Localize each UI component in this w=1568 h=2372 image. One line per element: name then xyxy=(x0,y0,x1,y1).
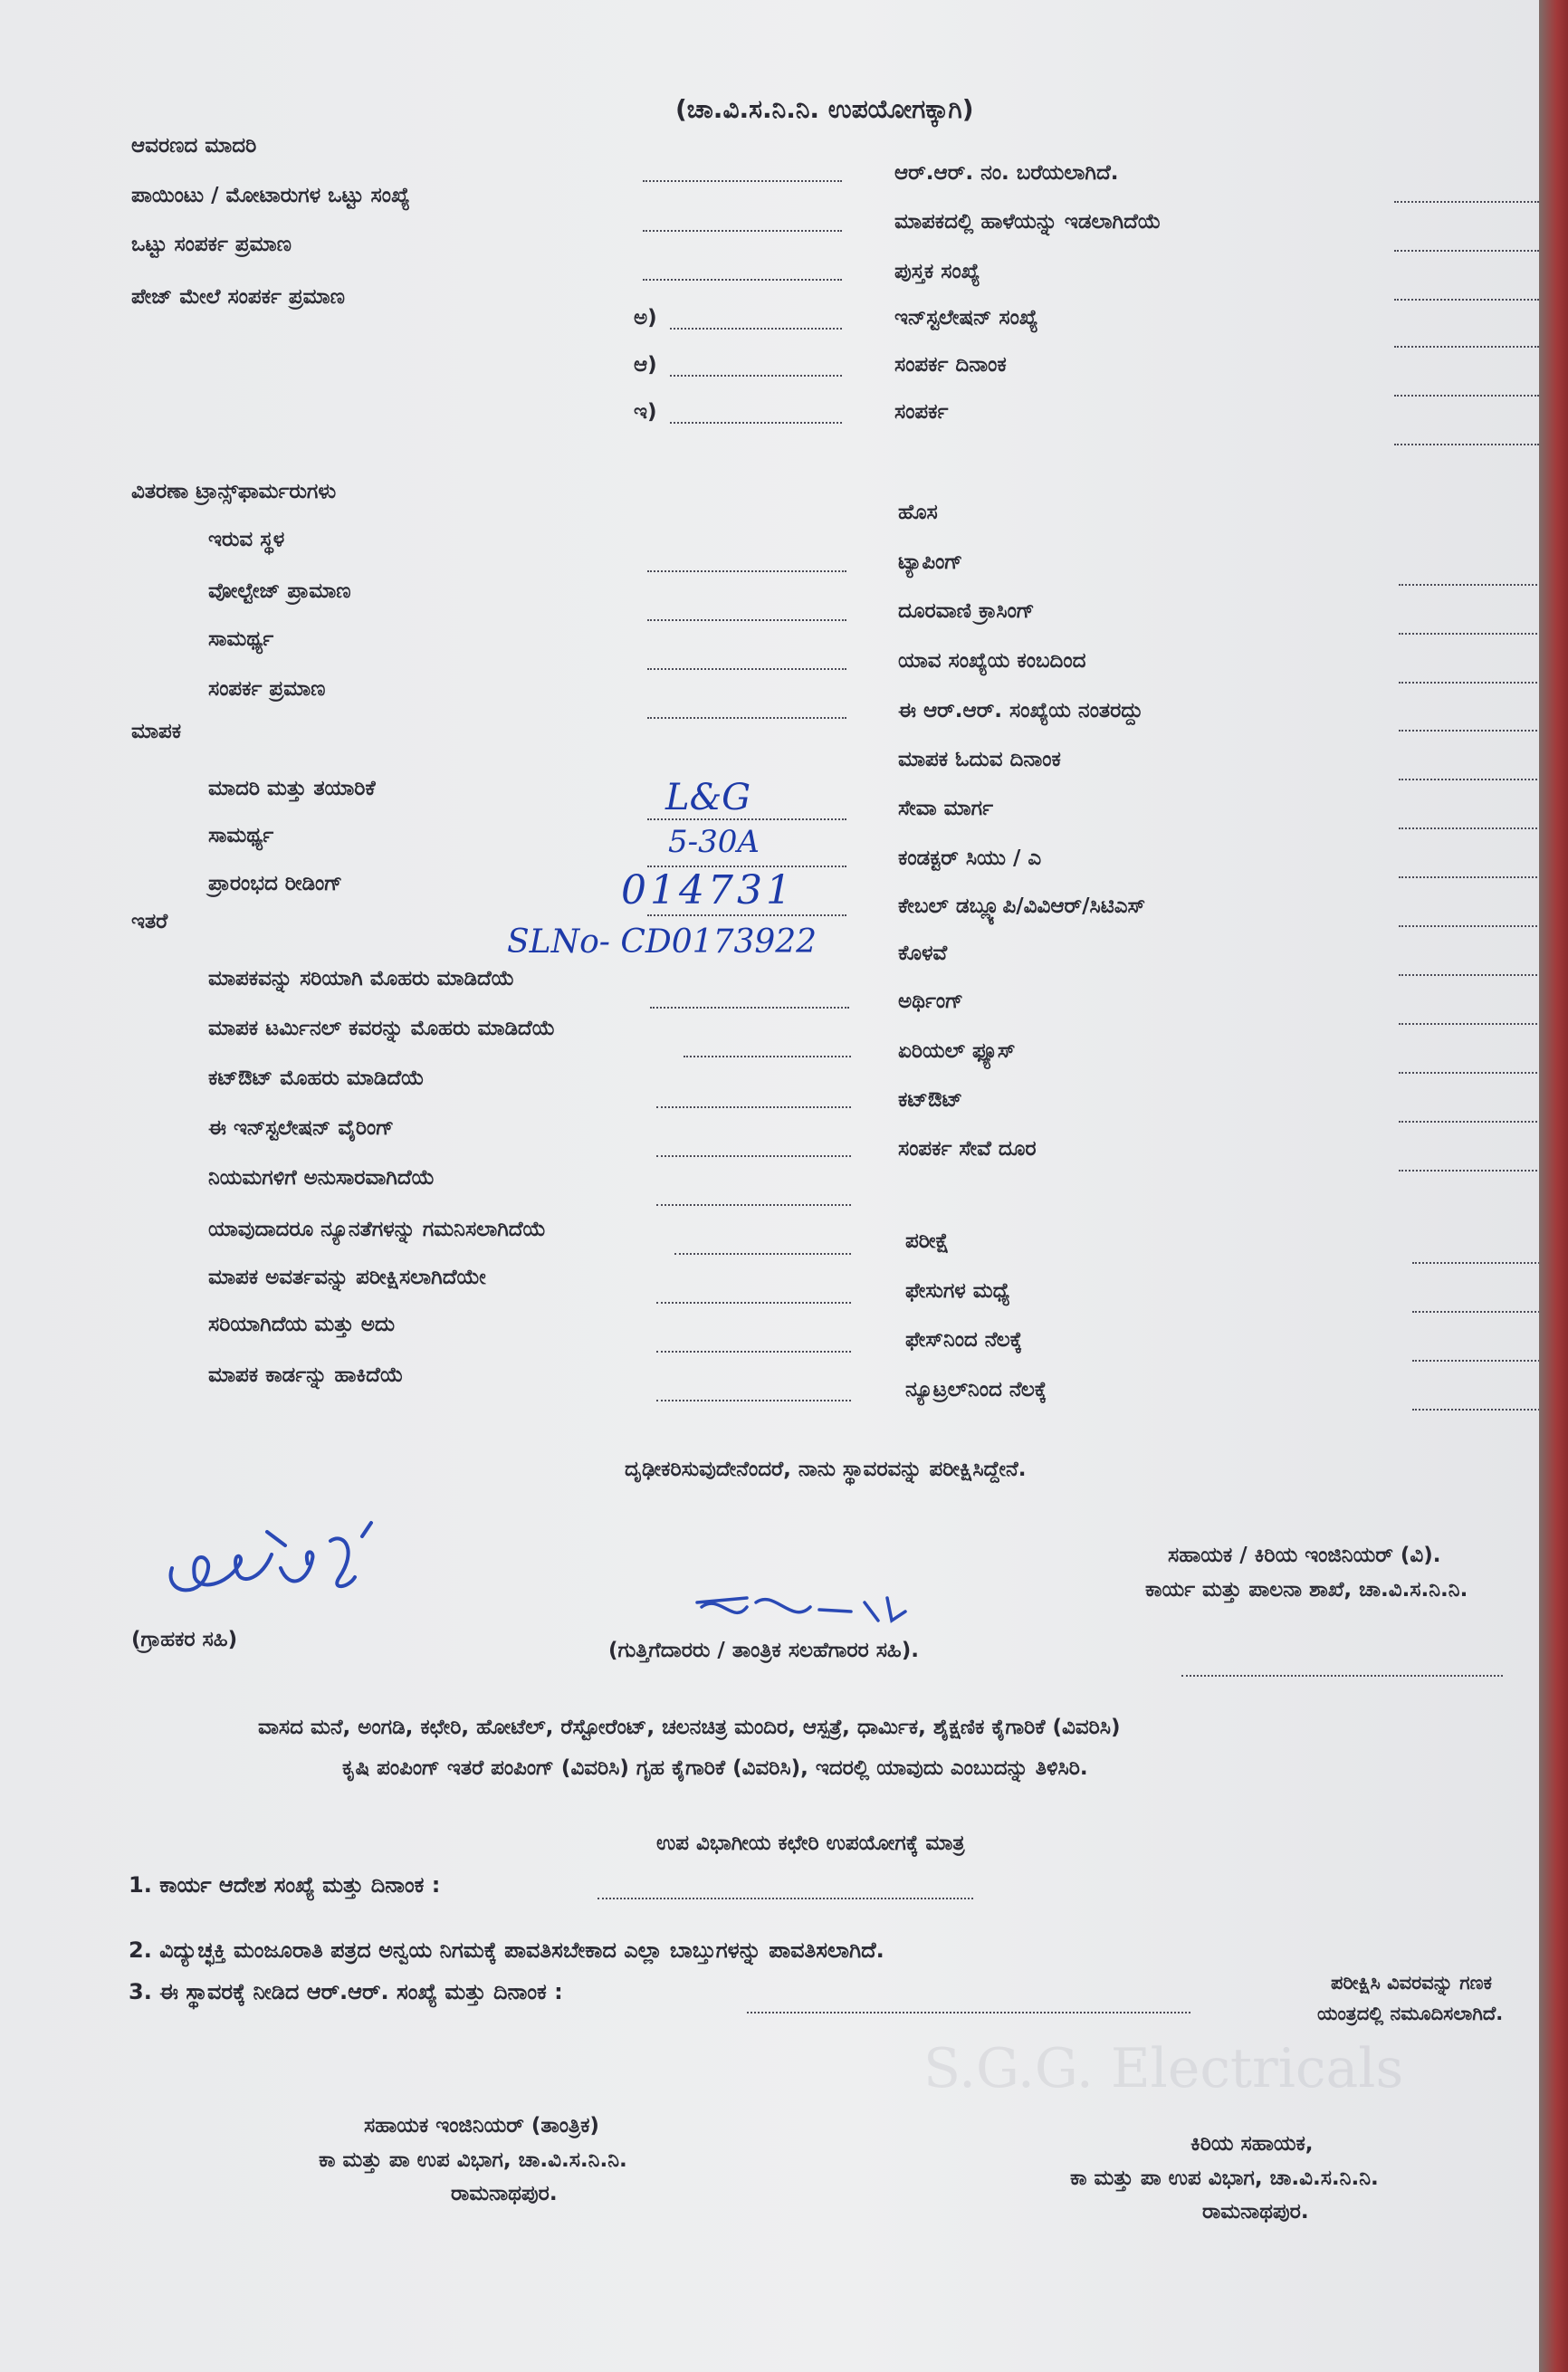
field-line[interactable] xyxy=(643,279,842,281)
numbered-item-1: 1. ಕಾರ್ಯ ಆದೇಶ ಸಂಖ್ಯೆ ಮತ್ತು ದಿನಾಂಕ : xyxy=(129,1872,441,1898)
right-note-1: ಪರೀಕ್ಷಿಸಿ ವಿವರವನ್ನು ಗಣಕ xyxy=(1331,1972,1492,1994)
field-line[interactable] xyxy=(656,1106,851,1108)
customer-signature-icon xyxy=(154,1514,389,1613)
watermark-stamp-icon: S.G.G. Electricals xyxy=(923,2037,1404,2100)
field-line[interactable] xyxy=(1399,779,1544,780)
right-mid-label-0: ಹೊಸ xyxy=(898,501,938,524)
abc-prefix-b: ಆ) xyxy=(634,353,657,377)
other-item-3: ಈ ಇನ್‌ಸ್ಟಲೇಷನ್ ವೈರಿಂಗ್ xyxy=(208,1116,395,1140)
right-mid-label-1: ಟ್ಯಾಪಿಂಗ್ xyxy=(898,550,963,574)
field-line[interactable] xyxy=(1399,633,1544,635)
sub-office-heading: ಉಪ ವಿಭಾಗೀಯ ಕಛೇರಿ ಉಪಯೋಗಕ್ಕೆ ಮಾತ್ರ xyxy=(656,1832,965,1855)
test-heading: ಪರೀಕ್ಷೆ xyxy=(905,1229,950,1253)
contractor-sign-caption: (ಗುತ್ತಿಗೆದಾರರು / ತಾಂತ್ರಿಕ ಸಲಹೆಗಾರರ ಸಹಿ). xyxy=(608,1639,919,1662)
field-line[interactable] xyxy=(1399,730,1544,732)
right-top-label-5: ಸಂಪರ್ಕ xyxy=(894,400,949,424)
field-line[interactable] xyxy=(1412,1262,1544,1264)
field-line[interactable] xyxy=(656,1400,851,1401)
field-line[interactable] xyxy=(1399,876,1544,878)
transformer-item-2: ಸಾಮರ್ಥ್ಯ xyxy=(208,627,274,651)
field-line[interactable] xyxy=(647,717,846,719)
other-item-1: ಮಾಪಕ ಟರ್ಮಿನಲ್ ಕವರನ್ನು ಮೊಹರು ಮಾಡಿದೆಯೆ xyxy=(208,1017,556,1040)
usage-para-line-1: ವಾಸದ ಮನೆ, ಅಂಗಡಿ, ಕಛೇರಿ, ಹೋಟೆಲ್, ರೆಸ್ಟೋರೆಂಟ್, ಚಲನಚಿತ್ರ ಮಂದಿರ, ಆಸ್ಪತ್ರೆ, ಧಾರ್ಮಿಕ, ಶೈಕ್ಷಣಿಕ ಕೈಗಾರಿಕೆ (ವಿವರಿಸಿ) xyxy=(258,1716,1121,1739)
field-line[interactable] xyxy=(1394,444,1539,445)
field-line[interactable] xyxy=(647,570,846,572)
right-mid-label-3: ಯಾವ ಸಂಖ್ಯೆಯ ಕಂಬದಿಂದ xyxy=(898,649,1086,673)
right-note-2: ಯಂತ್ರದಲ್ಲಿ ನಮೂದಿಸಲಾಗಿದೆ. xyxy=(1317,2003,1504,2024)
other-item-7: ಸರಿಯಾಗಿದೆಯ ಮತ್ತು ಅದು xyxy=(208,1313,396,1336)
right-mid-label-9: ಕೊಳವೆ xyxy=(898,942,948,965)
other-item-8: ಮಾಪಕ ಕಾರ್ಡನ್ನು ಹಾಕಿದೆಯೆ xyxy=(208,1363,404,1387)
abc-prefix-a: ಅ) xyxy=(634,306,657,330)
meter-item-2: ಪ್ರಾರಂಭದ ರೀಡಿಂಗ್ xyxy=(208,872,343,895)
field-line[interactable] xyxy=(684,1056,851,1057)
left-top-label-1: ಪಾಯಿಂಟು / ಮೋಟಾರುಗಳ ಒಟ್ಟು ಸಂಖ್ಯೆ xyxy=(131,184,410,207)
field-line[interactable] xyxy=(670,422,842,424)
other-item-0: ಮಾಪಕವನ್ನು ಸರಿಯಾಗಿ ಮೊಹರು ಮಾಡಿದೆಯೆ xyxy=(208,967,515,990)
field-line[interactable] xyxy=(1399,925,1544,927)
test-item-1: ಫೇಸ್‌ನಿಂದ ನೆಲಕ್ಕೆ xyxy=(905,1328,1023,1352)
footer-left-line-3: ರಾಮನಾಥಪುರ. xyxy=(451,2182,558,2205)
footer-left-line-1: ಸಹಾಯಕ ಇಂಜಿನಿಯರ್ (ತಾಂತ್ರಿಕ) xyxy=(364,2114,599,2138)
field-line[interactable] xyxy=(1399,1170,1544,1172)
usage-para-line-2: ಕೃಷಿ ಪಂಪಿಂಗ್ ಇತರೆ ಪಂಪಿಂಗ್ (ವಿವರಿಸಿ) ಗೃಹ ಕೈಗಾರಿಕೆ (ವಿವರಿಸಿ), ಇದರಲ್ಲಿ ಯಾವುದು ಎಂಬುದನ್ನು ತಿಳಿಸಿರಿ. xyxy=(342,1756,1088,1780)
field-line[interactable] xyxy=(643,230,842,232)
field-line[interactable] xyxy=(647,914,846,916)
field-line[interactable] xyxy=(650,1007,849,1009)
field-line[interactable] xyxy=(1394,395,1539,397)
handwritten-capacity: 5-30A xyxy=(668,824,760,860)
meter-item-1: ಸಾಮರ್ಥ್ಯ xyxy=(208,824,274,847)
other-item-4: ನಿಯಮಗಳಿಗೆ ಅನುಸಾರವಾಗಿದೆಯೆ xyxy=(208,1166,435,1190)
field-line[interactable] xyxy=(656,1155,851,1157)
transformer-item-3: ಸಂಪರ್ಕ ಪ್ರಮಾಣ xyxy=(208,677,326,701)
right-top-label-2: ಪುಸ್ತಕ ಸಂಖ್ಯೆ xyxy=(894,260,980,283)
right-mid-label-4: ಈ ಆರ್.ಆರ್. ಸಂಖ್ಯೆಯ ನಂತರದ್ದು xyxy=(898,699,1143,722)
transformer-item-1: ವೋಲ್ಟೇಜ್ ಪ್ರಾಮಾಣ xyxy=(208,579,351,603)
field-line[interactable] xyxy=(1412,1409,1544,1411)
right-top-label-1: ಮಾಪಕದಲ್ಲಿ ಹಾಳೆಯನ್ನು ಇಡಲಾಗಿದೆಯೆ xyxy=(894,210,1162,234)
numbered-item-3: 3. ಈ ಸ್ಥಾವರಕ್ಕೆ ನೀಡಿದ ಆರ್.ಆರ್. ಸಂಖ್ಯೆ ಮತ್ತು ದಿನಾಂಕ : xyxy=(129,1979,563,2004)
rr-number-field[interactable] xyxy=(747,2012,1190,2013)
field-line[interactable] xyxy=(643,180,842,182)
section-other: ಇತರೆ xyxy=(131,910,168,933)
field-line[interactable] xyxy=(1412,1311,1544,1313)
other-item-2: ಕಟ್‌ಔಟ್ ಮೊಹರು ಮಾಡಿದೆಯೆ xyxy=(208,1066,425,1090)
field-line[interactable] xyxy=(1394,250,1539,252)
field-line[interactable] xyxy=(1394,201,1539,203)
work-order-field[interactable] xyxy=(598,1898,973,1899)
right-mid-label-10: ಅರ್ಥಿಂಗ್ xyxy=(898,990,964,1013)
transformer-item-0: ಇರುವ ಸ್ಥಳ xyxy=(208,528,285,551)
contractor-signature-icon xyxy=(693,1584,910,1634)
abc-prefix-c: ಇ) xyxy=(634,400,657,424)
handwritten-serial: SLNo- CD0173922 xyxy=(507,923,817,961)
field-line[interactable] xyxy=(1399,974,1544,976)
left-top-label-3: ಪೇಜ್ ಮೇಲೆ ಸಂಪರ್ಕ ಪ್ರಮಾಣ xyxy=(131,285,345,309)
other-item-5: ಯಾವುದಾದರೂ ನ್ಯೂನತೆಗಳನ್ನು ಗಮನಿಸಲಾಗಿದೆಯೆ xyxy=(208,1218,547,1241)
certify-text: ದೃಢೀಕರಿಸುವುದೇನೆಂದರೆ, ನಾನು ಸ್ಥಾವರವನ್ನು ಪರೀಕ್ಷಿಸಿದ್ದೇನೆ. xyxy=(625,1458,1027,1481)
field-line[interactable] xyxy=(656,1302,851,1304)
field-line[interactable] xyxy=(674,1253,851,1255)
field-line[interactable] xyxy=(1399,682,1544,684)
field-line[interactable] xyxy=(656,1351,851,1353)
field-line[interactable] xyxy=(1399,827,1544,829)
field-line[interactable] xyxy=(1394,346,1539,348)
right-mid-label-13: ಸಂಪರ್ಕ ಸೇವೆ ದೂರ xyxy=(898,1137,1037,1161)
right-mid-label-12: ಕಟ್‌ಔಟ್ xyxy=(898,1088,963,1112)
handwritten-initial-reading: 014731 xyxy=(621,867,795,913)
right-mid-label-7: ಕಂಡಕ್ಟರ್ ಸಿಯು / ಎ xyxy=(898,846,1042,870)
field-line[interactable] xyxy=(670,375,842,377)
footer-right-line-3: ರಾಮನಾಥಪುರ. xyxy=(1202,2200,1309,2224)
right-mid-label-6: ಸೇವಾ ಮಾರ್ಗ xyxy=(898,797,993,820)
other-item-6: ಮಾಪಕ ಅವರ್ತವನ್ನು ಪರೀಕ್ಷಿಸಲಾಗಿದೆಯೇ xyxy=(208,1266,486,1289)
field-line[interactable] xyxy=(647,668,846,670)
footer-right-line-2: ಕಾ ಮತ್ತು ಪಾ ಉಪ ವಿಭಾಗ, ಚಾ.ವಿ.ಸ.ನಿ.ನಿ. xyxy=(1070,2166,1379,2190)
field-line[interactable] xyxy=(647,619,846,621)
field-line[interactable] xyxy=(1399,1023,1544,1025)
field-line[interactable] xyxy=(656,1204,851,1206)
engineer-office: ಕಾರ್ಯ ಮತ್ತು ಪಾಲನಾ ಶಾಖೆ, ಚಾ.ವಿ.ಸ.ನಿ.ನಿ. xyxy=(1145,1578,1468,1602)
right-top-label-0: ಆರ್.ಆರ್. ನಂ. ಬರೆಯಲಾಗಿದೆ. xyxy=(894,161,1119,185)
right-top-label-4: ಸಂಪರ್ಕ ದಿನಾಂಕ xyxy=(894,353,1007,377)
field-line[interactable] xyxy=(1399,584,1544,586)
footer-right-line-1: ಕಿರಿಯ ಸಹಾಯಕ, xyxy=(1190,2132,1314,2156)
right-mid-label-2: ದೂರವಾಣಿ ಕ್ರಾಸಿಂಗ್ xyxy=(898,599,1035,623)
right-top-label-3: ಇನ್‌ಸ್ಟಲೇಷನ್ ಸಂಖ್ಯೆ xyxy=(894,306,1038,330)
engineer-sign-line[interactable] xyxy=(1181,1675,1503,1677)
section-transformers: ವಿತರಣಾ ಟ್ರಾನ್ಸ್‌ಫಾರ್ಮರುಗಳು xyxy=(131,480,337,503)
field-line[interactable] xyxy=(1399,1121,1544,1123)
numbered-item-2: 2. ವಿದ್ಯುಚ್ಛಕ್ತಿ ಮಂಜೂರಾತಿ ಪತ್ರದ ಅನ್ವಯ ನಿಗಮಕ್ಕೆ ಪಾವತಿಸಬೇಕಾದ ಎಲ್ಲಾ ಬಾಬ್ತುಗಳನ್ನು ಪಾವತಿಸಲಾಗಿದೆ. xyxy=(129,1937,884,1963)
field-line[interactable] xyxy=(670,328,842,330)
footer-left-line-2: ಕಾ ಮತ್ತು ಪಾ ಉಪ ವಿಭಾಗ, ಚಾ.ವಿ.ಸ.ನಿ.ನಿ. xyxy=(319,2148,627,2172)
folder-edge xyxy=(1539,0,1568,2372)
customer-sign-caption: (ಗ್ರಾಹಕರ ಸಹಿ) xyxy=(131,1628,238,1651)
field-line[interactable] xyxy=(1394,299,1539,301)
field-line[interactable] xyxy=(1399,1072,1544,1074)
handwritten-make: L&G xyxy=(665,777,751,818)
field-line[interactable] xyxy=(647,818,846,820)
test-item-2: ನ್ಯೂಟ್ರಲ್‌ನಿಂದ ನೆಲಕ್ಕೆ xyxy=(905,1378,1047,1401)
right-mid-label-11: ಏರಿಯಲ್ ಫ್ಯೂಸ್ xyxy=(898,1039,1016,1063)
right-mid-label-8: ಕೇಬಲ್ ಡಬ್ಲ್ಯೂಪಿ/ವಿವಿಆರ್/ಸಿಟಿಎಸ್ xyxy=(898,894,1146,918)
left-top-label-0: ಆವರಣದ ಮಾದರಿ xyxy=(131,134,257,158)
test-item-0: ಫೇಸುಗಳ ಮಧ್ಯೆ xyxy=(905,1279,1010,1303)
field-line[interactable] xyxy=(1412,1360,1544,1362)
section-meter: ಮಾಪಕ xyxy=(131,720,182,743)
meter-item-0: ಮಾದರಿ ಮತ್ತು ತಯಾರಿಕೆ xyxy=(208,777,376,800)
engineer-title: ಸಹಾಯಕ / ಕಿರಿಯ ಇಂಜಿನಿಯರ್ (ವಿ). xyxy=(1168,1544,1441,1567)
left-top-label-2: ಒಟ್ಟು ಸಂಪರ್ಕ ಪ್ರಮಾಣ xyxy=(131,233,292,256)
right-mid-label-5: ಮಾಪಕ ಓದುವ ದಿನಾಂಕ xyxy=(898,748,1061,771)
form-title: (ಚಾ.ವಿ.ಸ.ನಿ.ನಿ. ಉಪಯೋಗಕ್ಕಾಗಿ) xyxy=(675,94,974,124)
